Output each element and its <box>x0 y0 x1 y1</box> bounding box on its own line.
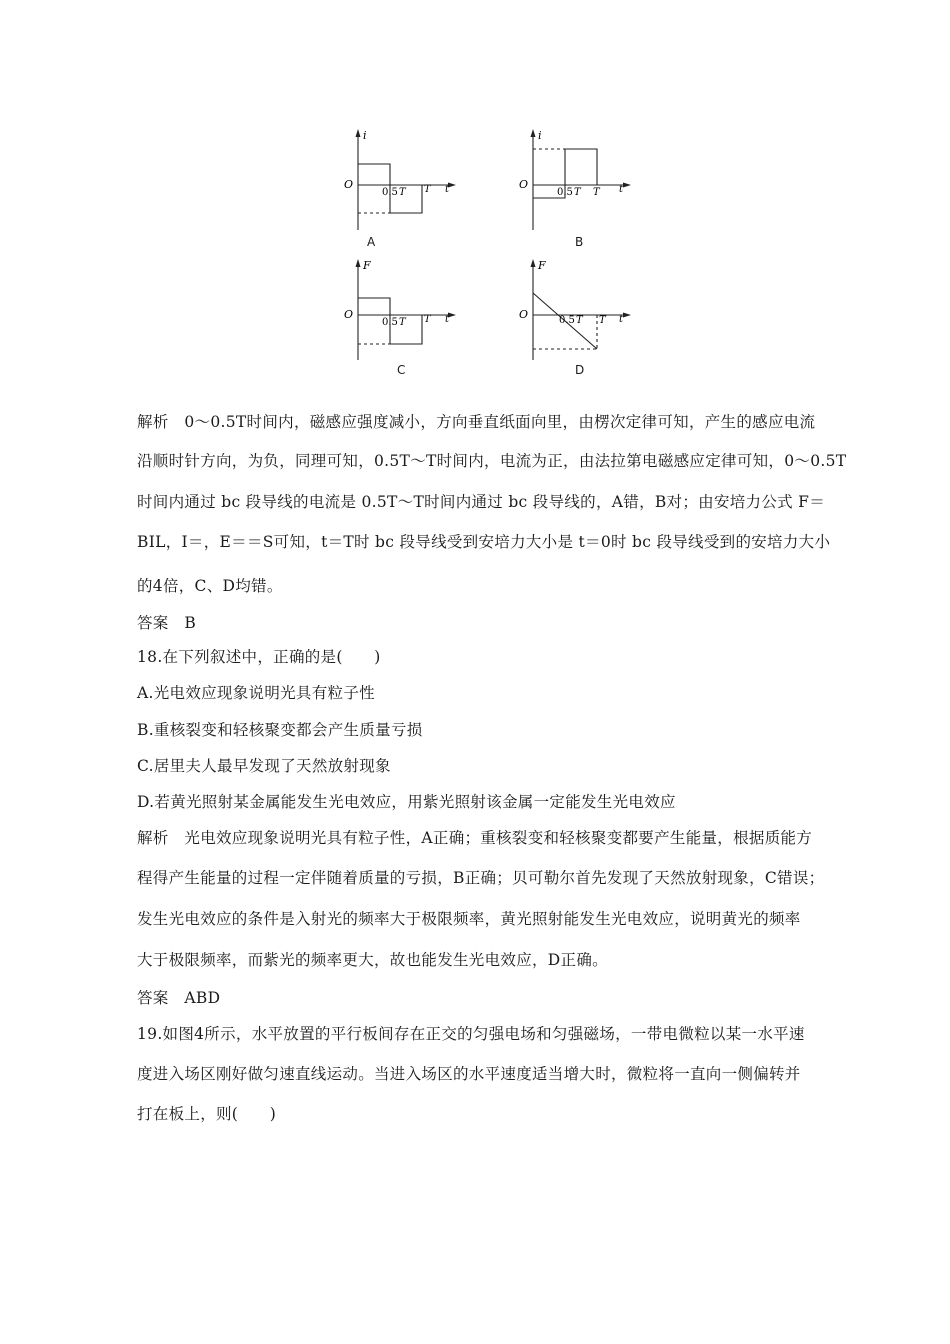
half-label: 0.5 <box>382 187 398 198</box>
analysis17-line-3: 时间内通过 bc 段导线的电流是 0.5T～T时间内通过 bc 段导线的，A错，B对；由安培力公式 F＝ <box>137 493 826 511</box>
t-arrow <box>448 183 456 188</box>
y-label: F <box>538 259 546 272</box>
T-label: T <box>599 315 606 326</box>
q19-line-1: 19.如图4所示，水平放置的平行板间存在正交的匀强电场和匀强磁场，一带电微粒以某一水平速 <box>137 1025 805 1043</box>
half-T-label: T <box>576 315 583 326</box>
caption-a: A <box>367 235 376 249</box>
T-label: T <box>424 184 431 195</box>
graph-a <box>340 125 460 235</box>
q19-line-2: 度进入场区刚好做匀速直线运动。当进入场区的水平速度适当增大时，微粒将一直向一侧偏转并 <box>137 1065 801 1083</box>
y-label: i <box>538 129 542 142</box>
q18-stem: 18.在下列叙述中，正确的是( ) <box>137 648 381 666</box>
analysis17-line-1: 解析 0～0.5T时间内，磁感应强度减小，方向垂直纸面向里，由楞次定律可知，产生的感应电流 <box>137 413 816 431</box>
current-positive-segment <box>565 149 597 185</box>
graph-b <box>515 125 635 235</box>
q18-option-a: A.光电效应现象说明光具有粒子性 <box>137 684 375 702</box>
q18-option-d: D.若黄光照射某金属能发生光电效应，用紫光照射该金属一定能发生光电效应 <box>137 793 676 811</box>
current-positive-segment <box>358 164 390 185</box>
origin-label: O <box>344 178 354 191</box>
graph-d-svg <box>515 255 635 365</box>
caption-c: C <box>397 363 406 377</box>
t-arrow <box>448 313 456 318</box>
graph-c <box>340 255 460 365</box>
half-T-label: T <box>574 187 581 198</box>
q18-analysis-line-1: 解析 光电效应现象说明光具有粒子性，A正确；重核裂变和轻核聚变都要产生能量，根据质能方 <box>137 829 813 847</box>
y-arrow <box>531 129 536 137</box>
graph-c-svg <box>340 255 460 365</box>
origin-label: O <box>519 308 529 321</box>
caption-d: D <box>575 363 585 377</box>
graph-d <box>515 255 635 365</box>
answer17: 答案 B <box>137 614 197 632</box>
T-label: T <box>424 314 431 325</box>
analysis17-line-4: BIL，I＝，E＝＝S可知，t＝T时 bc 段导线受到安培力大小是 t＝0时 bc 段导线受到的安培力大小 <box>137 533 831 551</box>
origin-label: O <box>344 308 354 321</box>
t-label: t <box>445 314 450 325</box>
q18-analysis-line-2: 程得产生能量的过程一定伴随着质量的亏损，B正确；贝可勒尔首先发现了天然放射现象，C错误； <box>137 869 825 887</box>
q18-analysis-line-4: 大于极限频率，而紫光的频率更大，故也能发生光电效应，D正确。 <box>137 951 608 969</box>
q18-option-c: C.居里夫人最早发现了天然放射现象 <box>137 757 391 775</box>
y-label: i <box>363 129 367 142</box>
q18-analysis-line-3: 发生光电效应的条件是入射光的频率大于极限频率，黄光照射能发生光电效应，说明黄光的频率 <box>137 910 801 928</box>
half-label: 0.5 <box>559 315 575 326</box>
force-positive-segment <box>358 298 390 315</box>
caption-b: B <box>575 235 584 249</box>
graph-b-svg <box>515 125 635 235</box>
y-arrow <box>531 259 536 267</box>
t-arrow <box>623 183 631 188</box>
y-arrow <box>356 129 361 137</box>
q19-line-3: 打在板上，则( ) <box>137 1105 277 1123</box>
half-label: 0.5 <box>557 187 573 198</box>
analysis17-line-2: 沿顺时针方向，为负，同理可知，0.5T～T时间内，电流为正，由法拉第电磁感应定律可知，0～0.5T <box>137 452 847 470</box>
T-label: T <box>593 187 600 198</box>
half-label: 0.5 <box>382 317 398 328</box>
half-T-label: T <box>399 187 406 198</box>
q18-option-b: B.重核裂变和轻核聚变都会产生质量亏损 <box>137 721 423 739</box>
answer18: 答案 ABD <box>137 989 221 1007</box>
graph-a-svg <box>340 125 460 235</box>
t-label: t <box>619 314 624 325</box>
origin-label: O <box>519 178 529 191</box>
t-label: t <box>445 184 450 195</box>
t-label: t <box>619 184 624 195</box>
half-T-label: T <box>399 317 406 328</box>
analysis17-line-5: 的4倍，C、D均错。 <box>137 577 283 595</box>
y-label: F <box>363 259 371 272</box>
y-arrow <box>356 259 361 267</box>
t-arrow <box>623 313 631 318</box>
